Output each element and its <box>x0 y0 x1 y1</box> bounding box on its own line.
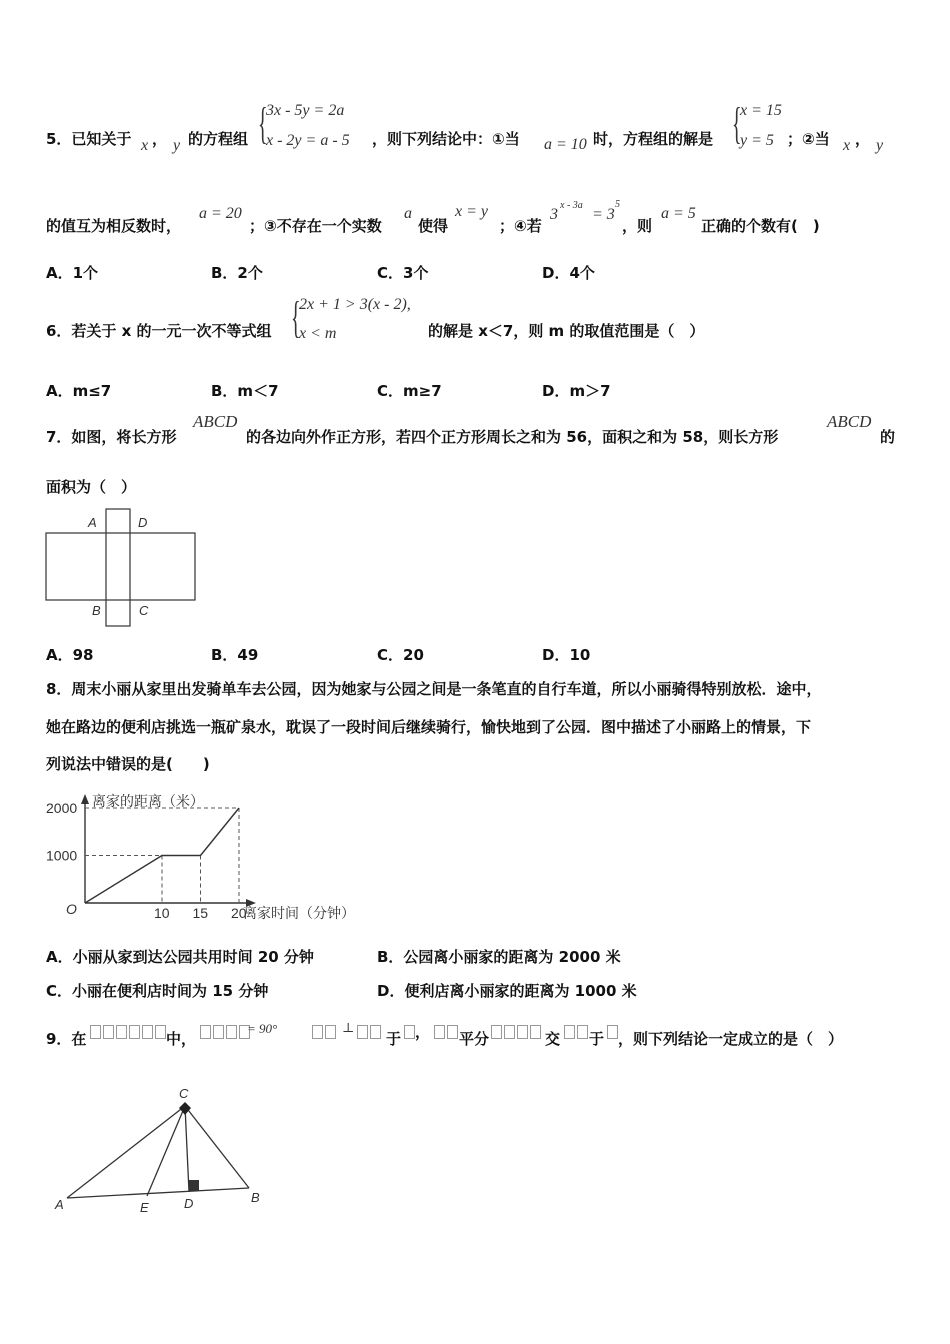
q9-altitude-cd <box>185 1106 189 1192</box>
q9-angle-eq: = 90° <box>247 1021 278 1036</box>
q8-line3: 列说法中错误的是( ) <box>46 755 210 773</box>
q8-option-c[interactable]: C．小丽在便利店时间为 15 分钟 <box>46 982 269 1000</box>
q7-option-b[interactable]: B．49 <box>211 646 259 664</box>
q6-option-b[interactable]: B．m＜7 <box>211 382 279 400</box>
q7-option-c[interactable]: C．20 <box>377 646 424 664</box>
q9-label-c: C <box>179 1086 189 1101</box>
q9-text-g: ，则下列结论一定成立的是（ ） <box>618 1030 844 1048</box>
q9-angle2-placeholder <box>491 1024 543 1042</box>
q9-text-a: 9．在 <box>46 1030 87 1048</box>
q5-text-a: 5．已知关于 <box>46 130 132 148</box>
q9-ab-placeholder <box>357 1024 383 1042</box>
q6-ineq2: x < m <box>299 325 337 342</box>
q5-var-y: y <box>173 137 181 154</box>
q7-label-a: A <box>88 515 97 530</box>
q7-horizontal-square <box>46 533 195 600</box>
q8-ytick-1000: 1000 <box>46 847 78 864</box>
q8-line2: 她在路边的便利店挑选一瓶矿泉水，耽误了一段时间后继续骑行，愉快地到了公园．图中描述了小丽路上的情景，下 <box>46 718 812 736</box>
q7-label-d: D <box>138 515 148 530</box>
q9-cd-placeholder <box>312 1024 338 1042</box>
q8-xtick-15: 15 <box>192 905 209 921</box>
q6-option-d[interactable]: D．m＞7 <box>542 382 611 400</box>
q5-text-e: ；②当 <box>787 130 830 148</box>
q8-line1: 8．周末小丽从家里出发骑单车去公园，因为她家与公园之间是一条笔直的自行车道，所以小丽骑得特别放松．途中， <box>46 680 822 698</box>
q5-option-a[interactable]: A．1个 <box>46 264 99 282</box>
q5-xy: x = y <box>455 203 488 220</box>
q8-option-b[interactable]: B．公园离小丽家的距离为 2000 米 <box>377 948 621 966</box>
q5-text-j: ，则 <box>622 217 653 235</box>
q5-comma-2: ， <box>855 130 871 148</box>
q9-right-angle-mark <box>189 1180 199 1191</box>
q6-option-c[interactable]: C．m≥7 <box>377 382 442 400</box>
q6-text-a: 6．若关于 x 的一元一次不等式组 <box>46 322 272 340</box>
q9-triangle-name-placeholder <box>90 1024 168 1042</box>
q9-comma: ， <box>415 1023 431 1041</box>
q5-pow-base: 3 <box>550 206 558 223</box>
q8-xlabel: 离家时间（分钟） <box>243 905 355 921</box>
q5-sol-x: x = 15 <box>740 102 782 119</box>
q8-xtick-10: 10 <box>154 905 170 921</box>
q5-text-h: 使得 <box>418 217 449 235</box>
q5-option-b[interactable]: B．2个 <box>211 264 263 282</box>
q9-side-ca <box>67 1106 185 1198</box>
q8-xtick-20: 20 <box>231 905 247 921</box>
q9-text-f: 于 <box>589 1030 605 1048</box>
q9-label-a: A <box>55 1197 64 1212</box>
q9-bisector-ce <box>147 1106 185 1196</box>
q6-ineq1: 2x + 1 > 3(x - 2), <box>299 296 411 313</box>
q5-cond-a10: a = 10 <box>544 136 587 153</box>
q5-text-g: ；③不存在一个实数 <box>249 217 382 235</box>
q5-solution-brace: { <box>732 99 742 148</box>
q5-var-x-2: x <box>843 137 851 154</box>
q5-text-k: 正确的个数有( ) <box>701 217 820 235</box>
q5-pow-rhs: = 3 <box>592 206 615 223</box>
q5-text-f: 的值互为相反数时， <box>46 217 182 235</box>
q9-text-e: 交 <box>545 1030 561 1048</box>
q9-side-cb <box>185 1106 249 1188</box>
q9-label-d: D <box>184 1196 194 1211</box>
q8-option-d[interactable]: D．便利店离小丽家的距离为 1000 米 <box>377 982 637 1000</box>
q9-label-b: B <box>251 1190 260 1205</box>
q8-origin-label: O <box>66 901 77 917</box>
q5-var-y-2: y <box>876 137 884 154</box>
q6-option-a[interactable]: A．m≤7 <box>46 382 112 400</box>
q9-ce-placeholder <box>434 1024 460 1042</box>
q8-distance-time-graph <box>40 786 380 931</box>
q7-text-b: 的各边向外作正方形，若四个正方形周长之和为 56，面积之和为 58，则长方形 <box>246 428 779 446</box>
q7-option-a[interactable]: A．98 <box>46 646 94 664</box>
q7-text-d: 面积为（ ） <box>46 478 137 496</box>
q5-text-b: 的方程组 <box>188 130 249 148</box>
q9-text-d: 平分 <box>459 1030 490 1048</box>
q5-sys-eq2: x - 2y = a - 5 <box>266 132 350 149</box>
q8-ylabel: 离家的距离（米） <box>92 793 204 809</box>
q9-label-e: E <box>140 1200 149 1215</box>
q9-side-ab <box>67 1188 249 1198</box>
q7-figure <box>40 505 205 635</box>
q8-y-arrow <box>81 794 89 804</box>
q5-text-d: 时，方程组的解是 <box>593 130 714 148</box>
q7-abcd-2: ABCD <box>827 412 872 431</box>
q9-perp: ⊥ <box>342 1021 355 1036</box>
q5-a5: a = 5 <box>661 205 696 222</box>
q7-text-a: 7．如图，将长方形 <box>46 428 177 446</box>
q5-sol-y: y = 5 <box>740 132 774 149</box>
q5-var-x: x <box>141 137 149 154</box>
q5-text-c: ，则下列结论中：①当 <box>372 130 520 148</box>
q6-text-b: 的解是 x＜7，则 m 的取值范围是（ ） <box>428 322 705 340</box>
q5-text-i: ；④若 <box>499 217 542 235</box>
q9-text-b: 中， <box>166 1030 197 1048</box>
q9-text-c: 于 <box>386 1030 402 1048</box>
q5-system-brace: { <box>258 99 268 148</box>
q7-label-b: B <box>92 603 101 618</box>
q8-option-a[interactable]: A．小丽从家到达公园共用时间 20 分钟 <box>46 948 314 966</box>
q5-var-a: a <box>404 205 412 222</box>
q5-option-d[interactable]: D．4个 <box>542 264 595 282</box>
q5-a20: a = 20 <box>199 205 242 222</box>
q9-ab2-placeholder <box>564 1024 590 1042</box>
q5-pow-exp: x - 3a <box>560 200 583 211</box>
q7-abcd-1: ABCD <box>193 412 238 431</box>
q7-option-d[interactable]: D．10 <box>542 646 591 664</box>
q8-ytick-2000: 2000 <box>46 800 78 816</box>
q9-vertex-c-mark <box>179 1102 191 1115</box>
q5-pow-rhs-exp: 5 <box>615 199 620 210</box>
q6-brace: { <box>291 293 301 342</box>
q7-vertical-square <box>106 509 130 626</box>
q9-triangle-figure <box>45 1078 270 1218</box>
q5-option-c[interactable]: C．3个 <box>377 264 429 282</box>
q5-sys-eq1: 3x - 5y = 2a <box>266 102 345 119</box>
q5-comma: ， <box>152 130 168 148</box>
q7-text-c: 的 <box>880 428 896 446</box>
q7-label-c: C <box>139 603 149 618</box>
q9-angle-placeholder <box>200 1024 252 1042</box>
